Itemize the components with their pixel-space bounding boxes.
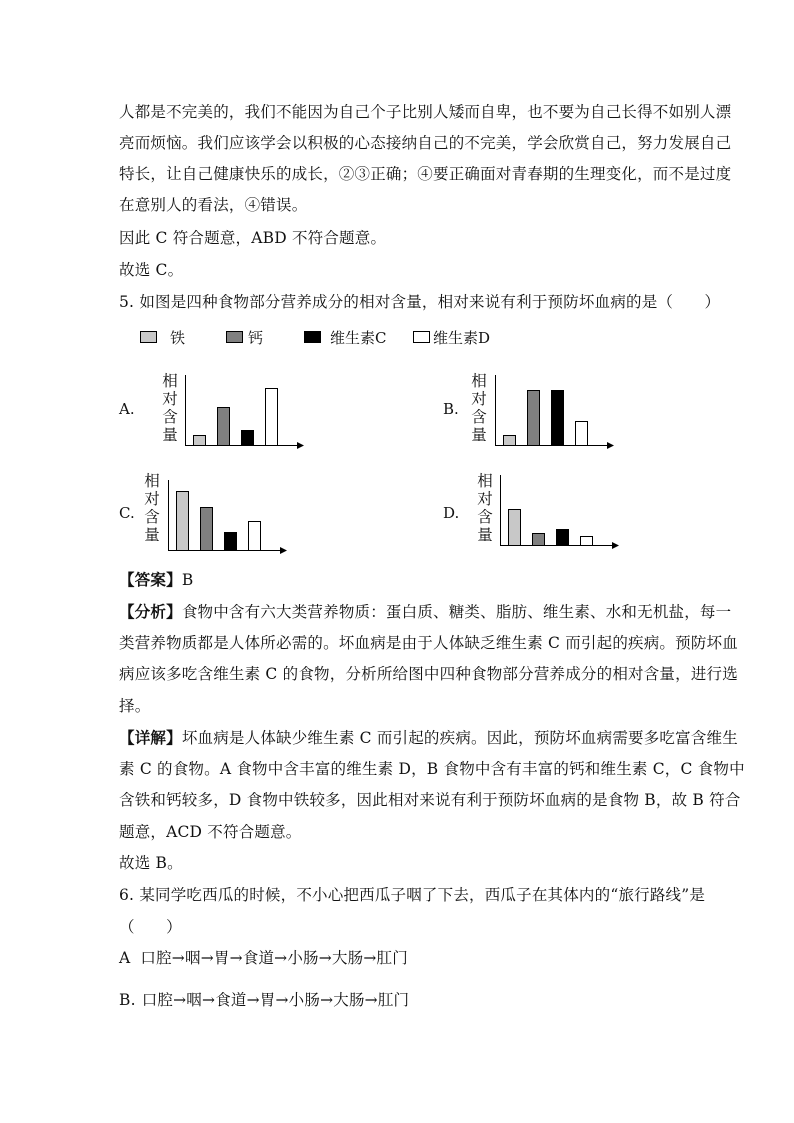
analysis-line xyxy=(119,602,731,622)
answer-line xyxy=(119,570,193,590)
answer-label: 【答案】 xyxy=(119,570,182,589)
y-axis-label-char: 量 xyxy=(144,526,160,544)
y-axis-label-char: 含 xyxy=(471,408,487,426)
bar-维生素D xyxy=(266,389,278,446)
legend-label: 钙 xyxy=(248,329,264,347)
bar-钙 xyxy=(201,508,213,551)
detail-line: 素 C 的食物。A 食物中含丰富的维生素 D，B 食物中含有丰富的钙和维生素 C，C 食物中 xyxy=(119,760,745,778)
y-axis-label-char: 对 xyxy=(162,390,178,408)
detail-line xyxy=(119,728,738,748)
y-axis-label-char: 量 xyxy=(162,426,178,444)
bar-钙 xyxy=(218,408,230,446)
legend-label: 维生素C xyxy=(330,329,387,347)
bar-维生素C xyxy=(242,431,254,446)
legend-swatch xyxy=(304,331,321,343)
bar-维生素C xyxy=(552,391,564,446)
x-axis-arrow xyxy=(612,542,619,549)
bar-维生素D xyxy=(249,522,261,551)
text-line: 故选 C。 xyxy=(119,261,184,279)
x-axis-arrow xyxy=(607,442,614,449)
analysis-line: 类营养物质都是人体所必需的。坏血病是由于人体缺乏维生素 C 而引起的疾病。预防坏血 xyxy=(119,634,738,652)
question-6-option-b[interactable] xyxy=(119,990,409,1010)
question-5-stem: 5. 如图是四种食物部分营养成分的相对含量，相对来说有利于预防坏血病的是（ ） xyxy=(119,293,721,311)
y-axis-label-char: 对 xyxy=(471,390,487,408)
chart-option-letter[interactable]: B. xyxy=(443,400,459,418)
bar-钙 xyxy=(528,391,540,446)
legend-label: 维生素D xyxy=(433,329,491,347)
chart-option-letter[interactable]: D. xyxy=(443,504,460,522)
x-axis-arrow xyxy=(280,547,287,554)
legend-label: 铁 xyxy=(170,329,186,347)
analysis-line: 择。 xyxy=(119,697,151,715)
y-axis-label-char: 相 xyxy=(144,472,160,490)
bar-维生素C xyxy=(557,530,569,546)
chart-option-letter[interactable]: A. xyxy=(119,400,135,418)
y-axis-label-char: 含 xyxy=(162,408,178,426)
text-line: 人都是不完美的，我们不能因为自己个子比别人矮而自卑，也不要为自己长得不如别人漂 xyxy=(119,103,732,121)
y-axis-label-char: 含 xyxy=(477,508,493,526)
bar-chart-2 xyxy=(495,375,617,451)
legend-swatch xyxy=(226,331,243,343)
text-line: 因此 C 符合题意，ABD 不符合题意。 xyxy=(119,229,387,247)
y-axis-label-char: 对 xyxy=(144,490,160,508)
text-line: 特长，让自己健康快乐的成长，②③正确；④要正确面对青春期的生理变化，而不是过度 xyxy=(119,165,732,183)
question-6-option-a[interactable] xyxy=(119,948,408,968)
y-axis-label-char: 相 xyxy=(477,472,493,490)
detail-line: 含铁和钙较多，D 食物中铁较多，因此相对来说有利于预防坏血病的是食物 B，故 B 符合 xyxy=(119,791,741,809)
option-letter: A xyxy=(119,949,131,967)
legend-swatch xyxy=(413,331,430,343)
option-text: 口腔→咽→胃→食道→小肠→大肠→肛门 xyxy=(140,949,408,967)
analysis-line: 病应该多吃含维生素 C 的食物，分析所给图中四种食物部分营养成分的相对含量，进行选 xyxy=(119,665,738,683)
bar-维生素C xyxy=(225,533,237,551)
bar-chart-1 xyxy=(185,375,307,451)
detail-label: 【详解】 xyxy=(119,728,182,747)
detail-text: 坏血病是人体缺少维生素 C 而引起的疾病。因此，预防坏血病需要多吃富含维生 xyxy=(181,729,738,747)
option-text: 口腔→咽→食道→胃→小肠→大肠→肛门 xyxy=(141,991,410,1009)
conclusion-line: 故选 B。 xyxy=(119,854,183,872)
bar-chart-3 xyxy=(168,480,290,556)
bar-钙 xyxy=(533,534,545,546)
bar-铁 xyxy=(194,436,206,446)
y-axis-label-char: 含 xyxy=(144,508,160,526)
bar-铁 xyxy=(177,492,189,551)
analysis-label: 【分析】 xyxy=(119,602,182,621)
bar-铁 xyxy=(504,436,516,446)
bar-维生素D xyxy=(576,422,588,446)
bar-chart-4 xyxy=(500,475,622,551)
answer-value: B xyxy=(181,571,194,589)
y-axis-label-char: 相 xyxy=(162,372,178,390)
analysis-text: 食物中含有六大类营养物质：蛋白质、糖类、脂肪、维生素、水和无机盐，每一 xyxy=(181,603,732,621)
chart-option-letter[interactable]: C. xyxy=(119,504,135,522)
bar-铁 xyxy=(509,510,521,546)
x-axis-arrow xyxy=(297,442,304,449)
y-axis-label-char: 相 xyxy=(471,372,487,390)
text-line: 在意别人的看法，④错误。 xyxy=(119,196,308,214)
question-6-paren: （ ） xyxy=(119,918,182,936)
y-axis-label-char: 对 xyxy=(477,490,493,508)
detail-line: 题意，ACD 不符合题意。 xyxy=(119,823,302,841)
y-axis-label-char: 量 xyxy=(471,426,487,444)
text-line: 亮而烦恼。我们应该学会以积极的心态接纳自己的不完美，学会欣赏自己，努力发展自己 xyxy=(119,134,732,152)
option-letter: B. xyxy=(119,991,136,1009)
y-axis-label-char: 量 xyxy=(477,526,493,544)
legend-swatch xyxy=(140,331,157,343)
question-6-stem: 6. 某同学吃西瓜的时候，不小心把西瓜子咽了下去，西瓜子在其体内的“旅行路线”是 xyxy=(119,886,706,904)
bar-维生素D xyxy=(581,537,593,546)
